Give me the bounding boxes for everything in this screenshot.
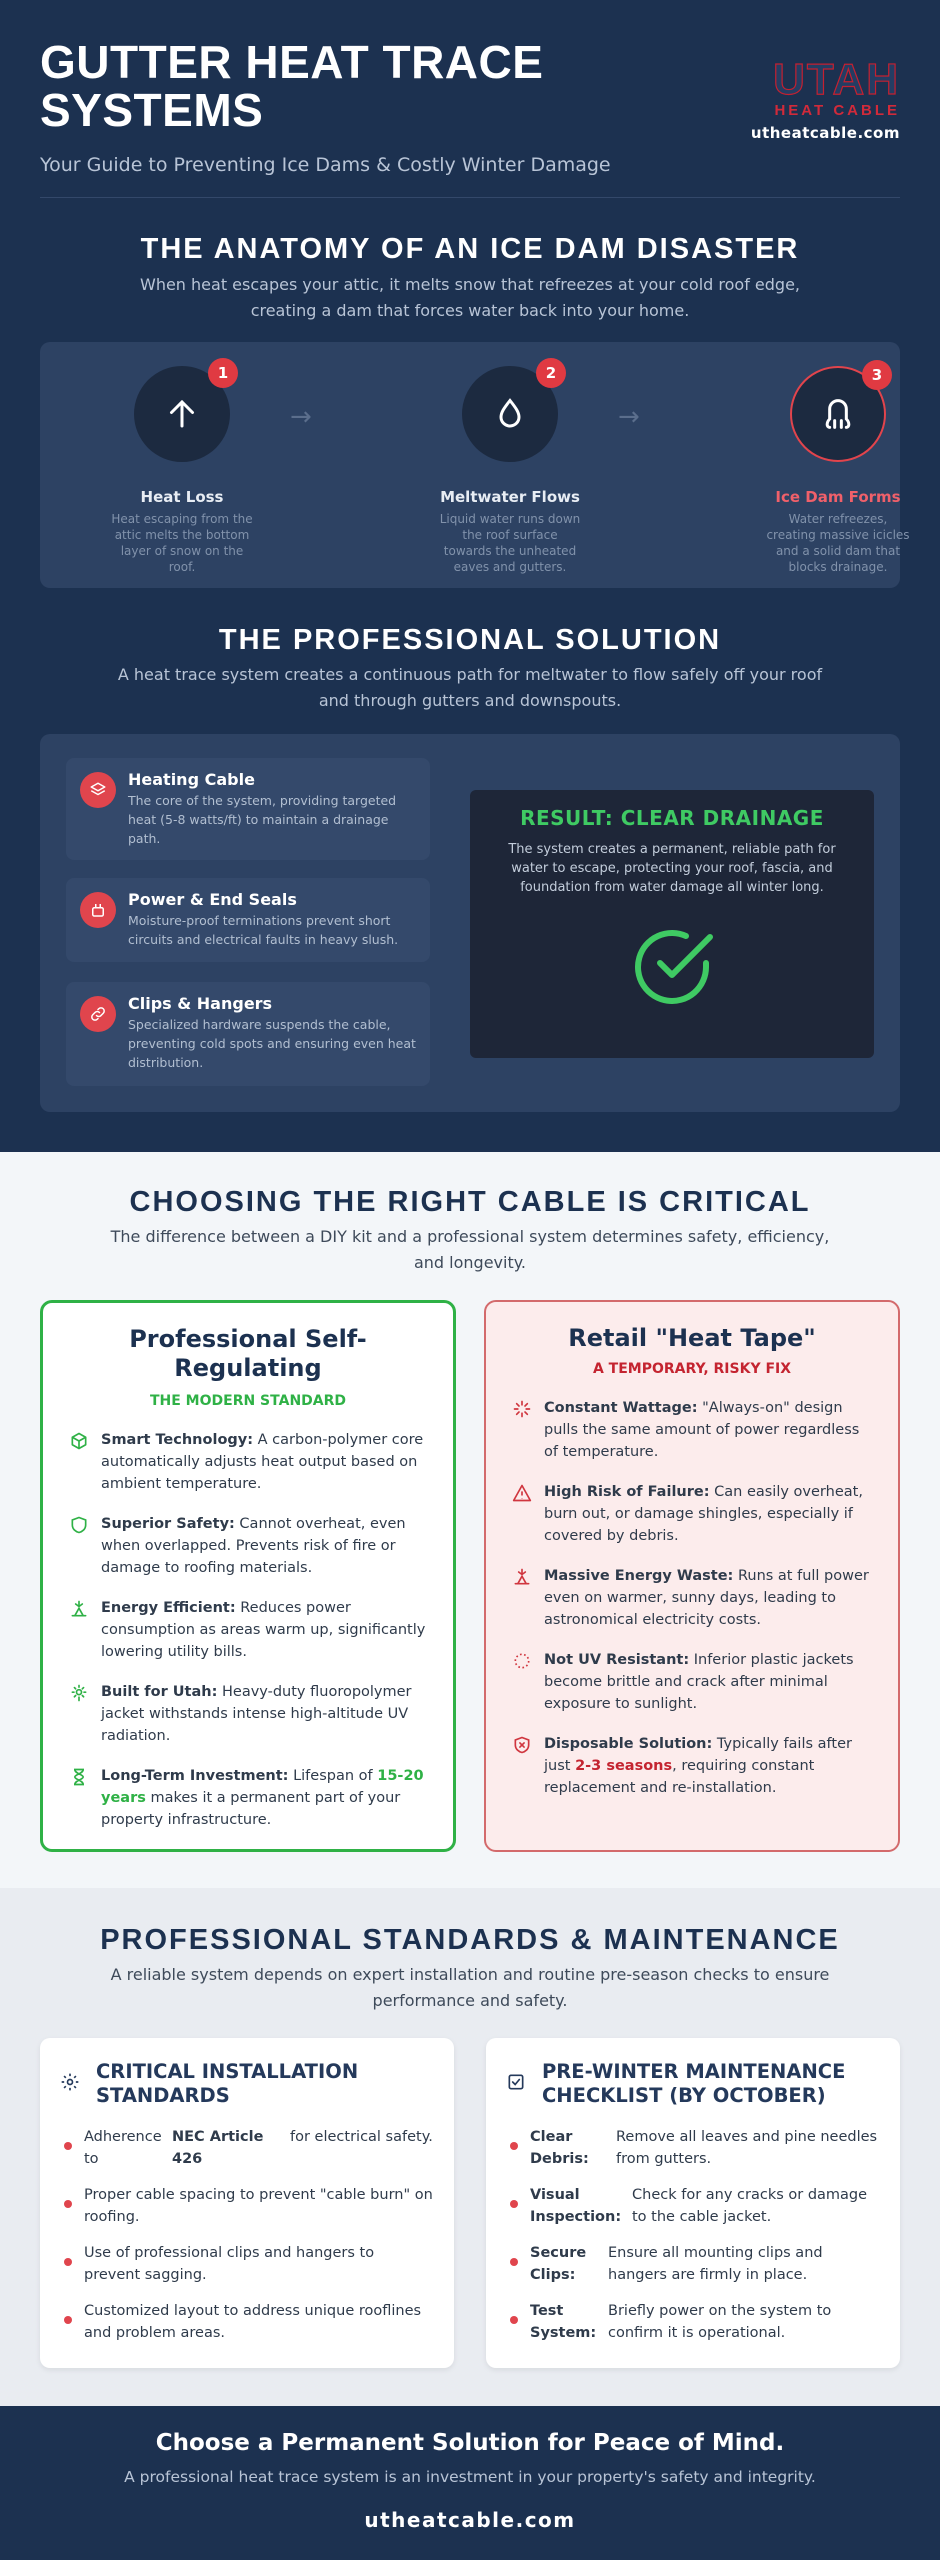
feature-text: Lifespan of <box>288 1768 378 1784</box>
item-title: Test System: <box>530 2303 597 2341</box>
standards-title: PROFESSIONAL STANDARDS & MAINTENANCE <box>100 1924 840 1956</box>
warning-icon <box>512 1483 532 1503</box>
feature-text: makes it a permanent part of your property infrastructure. <box>101 1790 401 1828</box>
item-text: Briefly power on the system to confirm it is operational. <box>608 2303 832 2341</box>
component-clips <box>66 982 430 1086</box>
plug-icon <box>80 892 116 928</box>
box-title <box>506 2060 880 2108</box>
box-title-text: PRE-WINTER MAINTENANCE CHECKLIST (BY OCTOBER) <box>542 2060 846 2107</box>
step-desc: Water refreezes, creating massive icicles and a solid dam that blocks drainage. <box>766 512 910 574</box>
retail-card <box>484 1300 900 1852</box>
result-title: RESULT: CLEAR DRAINAGE <box>520 806 824 830</box>
feature-title: Long-Term Investment: <box>101 1768 289 1784</box>
item-title: Secure Clips: <box>530 2245 587 2283</box>
arrow-right-icon: → <box>618 402 640 432</box>
footer-title: Choose a Permanent Solution for Peace of Mind. <box>155 2430 785 2456</box>
feature-title: Energy Efficient: <box>101 1600 236 1616</box>
footer-url[interactable]: utheatcable.com <box>364 2508 576 2532</box>
feature-text: "Always-on" design pulls the same amount of power regardless of temperature. <box>544 1400 860 1460</box>
feature-text: Typically fails after just <box>544 1736 852 1774</box>
energy-icon <box>512 1567 532 1587</box>
burst-icon <box>512 1399 532 1419</box>
droplet-icon <box>492 396 528 432</box>
layers-icon <box>80 772 116 808</box>
box-title-text: CRITICAL INSTALLATION STANDARDS <box>96 2060 359 2107</box>
feature-text: , requiring constant replacement and re-installation. <box>544 1758 815 1796</box>
standards-desc: A reliable system depends on expert installation and routine pre-season checks to ensure performance and safety. <box>110 1965 830 2010</box>
maintenance-box <box>486 2038 900 2368</box>
list-item <box>60 2242 434 2286</box>
feature-item <box>69 1765 427 1831</box>
list-item <box>60 2184 434 2228</box>
item-text: Proper cable spacing to prevent "cable burn" on roofing. <box>84 2187 433 2225</box>
item-text: Customized layout to address unique rooflines and problem areas. <box>84 2303 422 2341</box>
feature-text: Inferior plastic jackets become brittle and crack after minimal exposure to sunlight. <box>544 1652 854 1712</box>
item-text: Use of professional clips and hangers to prevent sagging. <box>84 2245 375 2283</box>
footer-desc: A professional heat trace system is an investment in your property's safety and integrity. <box>124 2468 816 2486</box>
header-url[interactable]: utheatcable.com <box>750 124 900 142</box>
feature-item <box>512 1565 872 1631</box>
item-text: Check for any cracks or damage to the cable jacket. <box>632 2187 868 2225</box>
arrow-right-icon: → <box>290 402 312 432</box>
header <box>40 38 611 176</box>
step-number: 3 <box>862 360 892 390</box>
solution-panel <box>40 734 900 1112</box>
item-text: Adherence to <box>84 2129 162 2167</box>
feature-title: Constant Wattage: <box>544 1400 698 1416</box>
solution-desc: A heat trace system creates a continuous path for meltwater to flow safely off your roof and through gutters and downspouts. <box>117 665 823 710</box>
x-shield-icon <box>512 1735 532 1755</box>
feature-highlight: 2-3 seasons <box>575 1758 673 1774</box>
feature-item <box>512 1649 872 1715</box>
feature-item <box>69 1597 427 1663</box>
item-text: Remove all leaves and pine needles from gutters. <box>616 2129 878 2167</box>
feature-item <box>512 1481 872 1547</box>
feature-item <box>69 1429 427 1495</box>
feature-title: Disposable Solution: <box>544 1736 713 1752</box>
card-title: Retail "Heat Tape" <box>568 1324 816 1352</box>
box-title <box>60 2060 434 2108</box>
step-1 <box>92 366 272 575</box>
page-subtitle: Your Guide to Preventing Ice Dams & Costly Winter Damage <box>40 154 611 176</box>
install-box <box>40 2038 454 2368</box>
solution-title: THE PROFESSIONAL SOLUTION <box>218 624 722 656</box>
feature-text: Heavy-duty fluoropolymer jacket withstands intense high-altitude UV radiation. <box>101 1684 412 1744</box>
feature-item <box>512 1733 872 1799</box>
logo-wordmark: UTAH <box>773 55 900 104</box>
item-text: Ensure all mounting clips and hangers are firmly in place. <box>608 2245 823 2283</box>
step-circle <box>790 366 886 462</box>
item-highlight: NEC Article 426 <box>172 2129 264 2167</box>
step-desc: Heat escaping from the attic melts the bottom layer of snow on the roof. <box>111 512 253 574</box>
pro-card <box>40 1300 456 1852</box>
feature-title: Not UV Resistant: <box>544 1652 690 1668</box>
list-item <box>60 2300 434 2344</box>
comparison <box>40 1300 900 1852</box>
arrow-up-icon <box>164 396 200 432</box>
feature-title: Superior Safety: <box>101 1516 235 1532</box>
step-title: Ice Dam Forms <box>775 488 901 506</box>
component-title: Heating Cable <box>128 770 255 789</box>
step-desc: Liquid water runs down the roof surface towards the unheated eaves and gutters. <box>439 512 581 574</box>
feature-text: Runs at full power even on warmer, sunny days, leading to astronomical electricity costs. <box>544 1568 869 1628</box>
component-desc: The core of the system, providing targeted heat (5-8 watts/ft) to maintain a drainage path. <box>128 793 397 846</box>
step-2 <box>420 366 600 575</box>
footer <box>0 2406 940 2560</box>
feature-text: Cannot overheat, even when overlapped. Prevents risk of fire or damage to roofing materials. <box>101 1516 406 1576</box>
feature-text: Reduces power consumption as areas warm up, significantly lowering utility bills. <box>101 1600 426 1660</box>
feature-item <box>69 1513 427 1579</box>
list-item <box>506 2184 880 2228</box>
logo[interactable] <box>750 55 900 142</box>
sun-dotted-icon <box>512 1651 532 1671</box>
list-item <box>506 2300 880 2344</box>
link-icon <box>80 996 116 1032</box>
hourglass-icon <box>69 1767 89 1787</box>
list-item <box>60 2126 434 2170</box>
step-circle <box>462 366 558 462</box>
list-item <box>506 2242 880 2286</box>
item-title: Clear Debris: <box>530 2129 589 2167</box>
divider <box>40 197 900 198</box>
choosing-desc: The difference between a DIY kit and a professional system determines safety, efficiency, and longevity. <box>110 1227 830 1272</box>
step-title: Heat Loss <box>140 488 224 506</box>
component-title: Power & End Seals <box>128 890 297 909</box>
anatomy-desc: When heat escapes your attic, it melts snow that refreezes at your cold roof edge, creating a dam that forces water back into your home. <box>140 275 800 320</box>
card-subtitle: THE MODERN STANDARD <box>149 1393 347 1409</box>
step-3 <box>748 366 928 575</box>
item-title: Visual Inspection: <box>530 2187 622 2225</box>
checkbox-icon <box>506 2072 526 2092</box>
component-desc: Specialized hardware suspends the cable, preventing cold spots and ensuring even heat distribution. <box>128 1017 416 1070</box>
step-number: 1 <box>208 358 238 388</box>
shield-icon <box>69 1515 89 1535</box>
component-seals <box>66 878 430 962</box>
feature-title: Built for Utah: <box>101 1684 218 1700</box>
result-box <box>470 790 874 1058</box>
card-subtitle: A TEMPORARY, RISKY FIX <box>592 1361 792 1377</box>
component-title: Clips & Hangers <box>128 994 273 1013</box>
feature-highlight: 15-20 years <box>101 1768 424 1806</box>
feature-item <box>512 1397 872 1463</box>
card-title: Professional Self-Regulating <box>129 1325 367 1382</box>
component-heating-cable <box>66 758 430 860</box>
step-circle <box>134 366 230 462</box>
component-desc: Moisture-proof terminations prevent short circuits and electrical faults in heavy slush. <box>128 913 399 947</box>
page-title: GUTTER HEAT TRACE SYSTEMS <box>40 36 544 136</box>
result-desc: The system creates a permanent, reliable path for water to escape, protecting your roof, fascia, and foundation from water damage all winter long. <box>508 842 836 895</box>
choosing-title: CHOOSING THE RIGHT CABLE IS CRITICAL <box>129 1186 811 1218</box>
cube-icon <box>69 1431 89 1451</box>
gear-icon <box>60 2072 80 2092</box>
feature-item <box>69 1681 427 1747</box>
step-title: Meltwater Flows <box>440 488 580 506</box>
feature-title: Massive Energy Waste: <box>544 1568 734 1584</box>
logo-tagline: HEAT CABLE <box>774 102 900 119</box>
list-item <box>506 2126 880 2170</box>
icicle-icon <box>818 394 858 434</box>
feature-text: Can easily overheat, burn out, or damage shingles, especially if covered by debris. <box>544 1484 863 1544</box>
feature-title: High Risk of Failure: <box>544 1484 710 1500</box>
feature-title: Smart Technology: <box>101 1432 254 1448</box>
checkmark-circle-icon <box>624 919 720 1015</box>
item-text: for electrical safety. <box>290 2129 433 2145</box>
step-number: 2 <box>536 358 566 388</box>
feature-text: A carbon-polymer core automatically adjusts heat output based on ambient temperature. <box>101 1432 424 1492</box>
anatomy-title: THE ANATOMY OF AN ICE DAM DISASTER <box>140 233 800 265</box>
energy-icon <box>69 1599 89 1619</box>
anatomy-panel <box>40 342 910 588</box>
sun-icon <box>69 1683 89 1703</box>
